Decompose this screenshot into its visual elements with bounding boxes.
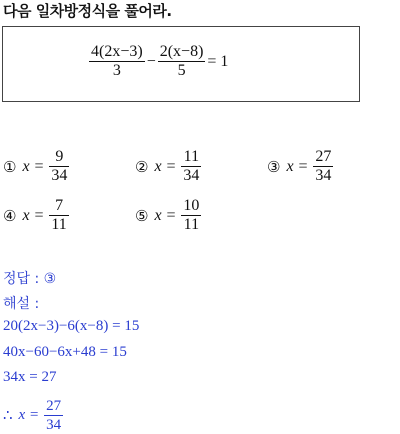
explanation-line-3: 34x = 27	[3, 369, 57, 385]
term1-numerator: 4(2x−3)	[91, 43, 143, 60]
minus-sign: −	[146, 52, 156, 70]
choice-numerator: 9	[55, 148, 64, 165]
choice-lhs: x =	[154, 206, 177, 224]
final-numerator: 27	[46, 398, 62, 414]
choice-denominator: 11	[183, 216, 200, 233]
fraction-term2	[158, 43, 206, 80]
final-lhs: x =	[18, 407, 40, 423]
choice-3[interactable]	[267, 148, 333, 185]
equation-box	[2, 26, 360, 102]
choice-lhs: x =	[154, 157, 177, 175]
choice-denominator: 34	[183, 167, 200, 184]
choice-fraction	[313, 148, 333, 185]
choice-fraction	[181, 197, 201, 234]
choice-1[interactable]	[3, 148, 69, 185]
term2-numerator: 2(x−8)	[159, 43, 204, 60]
choice-numerator: 27	[315, 148, 332, 165]
choice-marker: ⑤	[135, 206, 149, 225]
explanation-final	[3, 397, 63, 434]
choice-numerator: 7	[55, 197, 64, 214]
fraction-term1	[89, 43, 145, 80]
choice-denominator: 34	[315, 167, 332, 184]
equation	[89, 43, 230, 80]
explanation-line-2: 40x−60−6x+48 = 15	[3, 344, 127, 360]
choice-lhs: x =	[286, 157, 309, 175]
choice-marker: ④	[3, 206, 17, 225]
choice-numerator: 11	[183, 148, 200, 165]
choice-5[interactable]	[135, 197, 201, 234]
therefore-symbol: ∴	[3, 408, 13, 424]
choice-4[interactable]	[3, 197, 69, 234]
term1-denominator: 3	[112, 62, 121, 79]
answer-label: 정답 : ③	[3, 271, 57, 287]
equation-rhs: = 1	[207, 52, 229, 70]
choice-denominator: 11	[51, 216, 67, 233]
final-fraction	[44, 397, 63, 434]
final-denominator: 34	[46, 417, 62, 433]
choice-fraction	[181, 148, 201, 185]
explanation-label: 해설 :	[3, 296, 40, 312]
choice-marker: ①	[3, 157, 17, 176]
choice-numerator: 10	[183, 197, 200, 214]
explanation-line-1: 20(2x−3)−6(x−8) = 15	[3, 318, 140, 334]
choice-2[interactable]	[135, 148, 201, 185]
choice-lhs: x =	[22, 206, 45, 224]
choice-fraction	[49, 197, 68, 234]
choice-fraction	[49, 148, 69, 185]
choice-lhs: x =	[22, 157, 45, 175]
choice-marker: ③	[267, 157, 281, 176]
term2-denominator: 5	[177, 62, 186, 79]
question-text: 다음 일차방정식을 풀어라.	[3, 2, 172, 20]
choice-marker: ②	[135, 157, 149, 176]
choice-denominator: 34	[51, 167, 68, 184]
